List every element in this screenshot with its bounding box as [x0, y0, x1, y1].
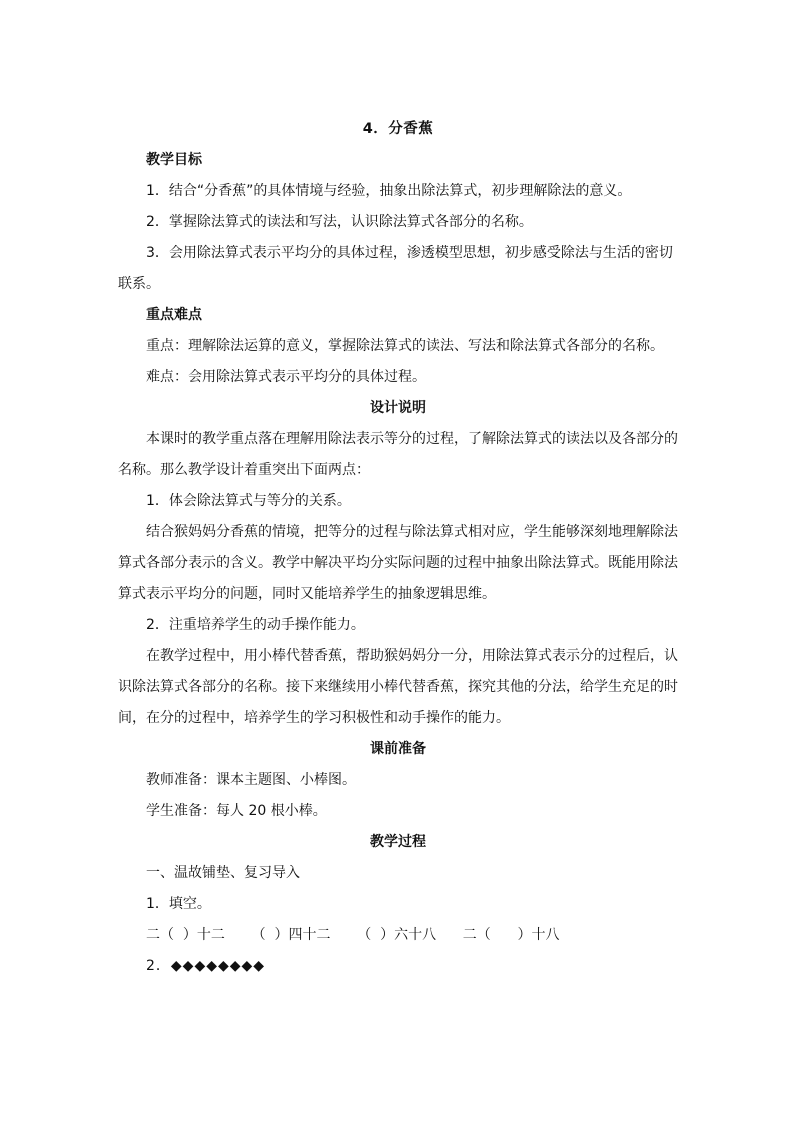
fill-blank-row: 二（ ）十二 （ ）四十二 （ ）六十八 二（ ）十八	[146, 927, 560, 943]
key-point: 难点：会用除法算式表示平均分的具体过程。	[146, 369, 426, 385]
goal-item: 3．会用除法算式表示平均分的具体过程，渗透模型思想，初步感受除法与生活的密切	[146, 245, 673, 261]
design-paragraph-line: 算式各部分表示的含义。教学中解决平均分实际问题的过程中抽象出除法算式。既能用除法	[118, 555, 678, 571]
design-paragraph-line: 本课时的教学重点落在理解用除法表示等分的过程，了解除法算式的读法以及各部分的	[146, 431, 678, 447]
design-paragraph-line: 间，在分的过程中，培养学生的学习积极性和动手操作的能力。	[118, 710, 510, 726]
document-body	[118, 114, 678, 982]
goal-item: 1．结合“分香蕉”的具体情境与经验，抽象出除法算式，初步理解除法的意义。	[146, 183, 632, 199]
prep-item: 教师准备：课本主题图、小棒图。	[146, 772, 356, 788]
section-heading-key-points: 重点难点	[146, 307, 202, 323]
goal-item: 2．掌握除法算式的读法和写法，认识除法算式各部分的名称。	[146, 214, 533, 230]
section-heading-design: 设计说明	[370, 400, 426, 416]
design-point: 2．注重培养学生的动手操作能力。	[146, 617, 365, 633]
prep-item: 学生准备：每人 20 根小棒。	[146, 803, 327, 819]
process-step: 一、温故铺垫、复习导入	[146, 865, 300, 881]
design-paragraph-line: 名称。那么教学设计着重突出下面两点：	[118, 462, 370, 478]
goal-item-continued: 联系。	[118, 276, 160, 292]
section-heading-prep: 课前准备	[370, 741, 426, 757]
process-step-diamonds: 2．◆◆◆◆◆◆◆◆	[146, 958, 266, 974]
design-paragraph-line: 在教学过程中，用小棒代替香蕉，帮助猴妈妈分一分，用除法算式表示分的过程后，认	[146, 648, 678, 664]
key-point: 重点：理解除法运算的意义，掌握除法算式的读法、写法和除法算式各部分的名称。	[146, 338, 664, 354]
design-paragraph-line: 算式表示平均分的问题，同时又能培养学生的抽象逻辑思维。	[118, 586, 496, 602]
section-heading-process: 教学过程	[370, 834, 426, 850]
process-step: 1．填空。	[146, 896, 211, 912]
design-paragraph-line: 识除法算式各部分的名称。接下来继续用小棒代替香蕉，探究其他的分法，给学生充足的时	[118, 679, 678, 695]
section-heading-goals: 教学目标	[146, 152, 202, 168]
design-paragraph-line: 结合猴妈妈分香蕉的情境，把等分的过程与除法算式相对应，学生能够深刻地理解除法	[146, 524, 678, 540]
document-title: 4．分香蕉	[362, 121, 434, 137]
design-point: 1．体会除法算式与等分的关系。	[146, 493, 351, 509]
